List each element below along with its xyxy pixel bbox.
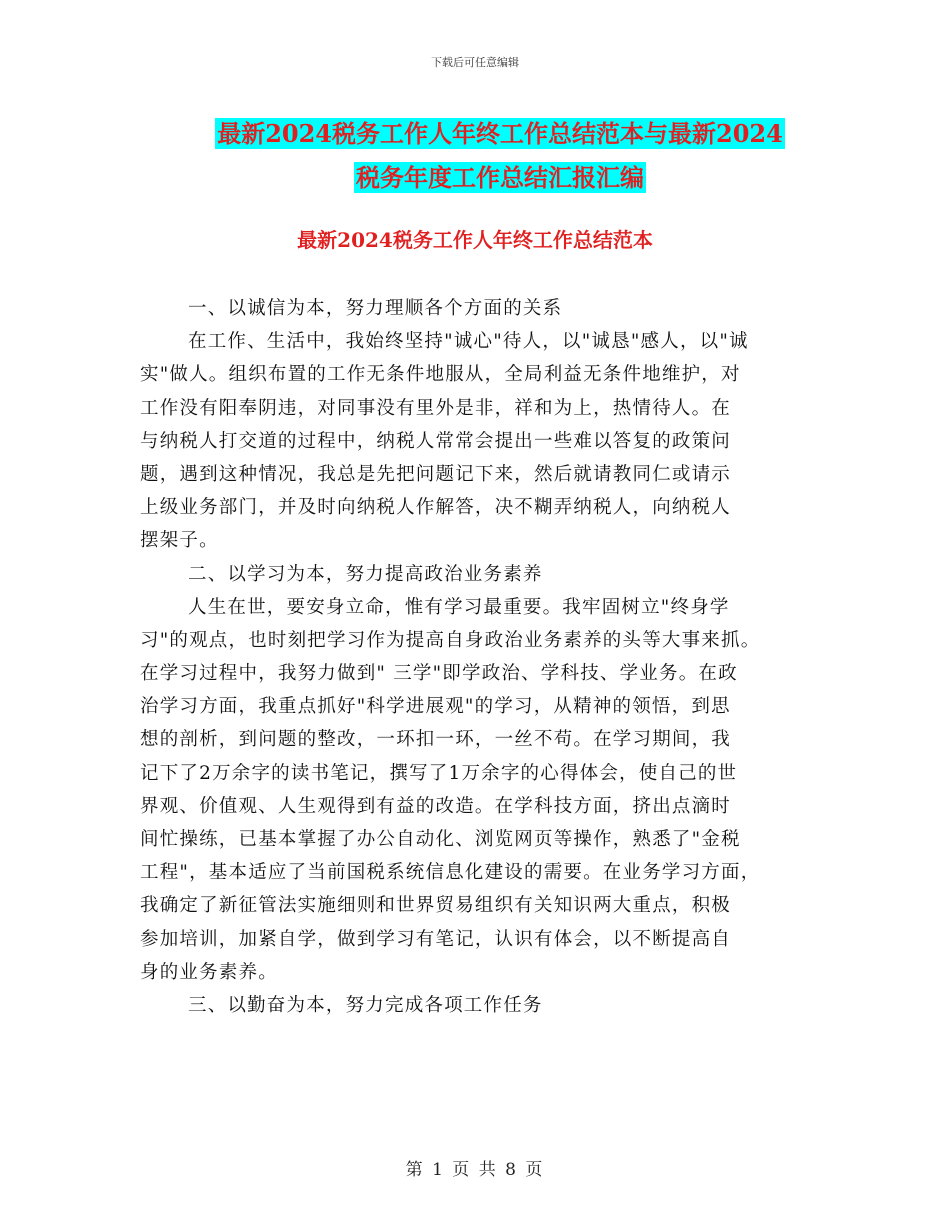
body-line: 想的剖析，到问题的整改，一环扣一环，一丝不苟。在学习期间，我 [140, 729, 732, 751]
body-line: 二、以学习为本，努力提高政治业务素养 [188, 563, 543, 585]
body-line: 摆架子。 [140, 530, 219, 552]
body-line: 实"做人。组织布置的工作无条件地服从，全局利益无条件地维护，对 [140, 364, 741, 386]
document-title [120, 112, 880, 200]
body-line: 习"的观点，也时刻把学习作为提高自身政治业务素养的头等大事来抓。 [140, 629, 761, 651]
body-line: 人生在世，要安身立命，惟有学习最重要。我牢固树立"终身学 [188, 596, 730, 618]
page-number: 第 1 页 共 8 页 [405, 1160, 545, 1180]
body-line: 与纳税人打交道的过程中，纳税人常常会提出一些难以答复的政策问 [140, 430, 732, 452]
page-header-note: 下载后可任意编辑 [431, 56, 519, 69]
section-title: 最新2024税务工作人年终工作总结范本 [297, 228, 653, 252]
body-line: 三、以勤奋为本，努力完成各项工作任务 [188, 994, 543, 1016]
body-line: 我确定了新征管法实施细则和世界贸易组织有关知识两大重点，积极 [140, 895, 732, 917]
body-line: 题，遇到这种情况，我总是先把问题记下来，然后就请教同仁或请示 [140, 463, 732, 485]
document-title-line-1: 最新2024税务工作人年终工作总结范本与最新2024 [217, 119, 783, 148]
body-line: 在学习过程中，我努力做到" 三学"即学政治、学科技、学业务。在政 [140, 663, 738, 685]
body-text [140, 292, 820, 1022]
body-line: 界观、价值观、人生观得到有益的改造。在学科技方面，挤出点滴时 [140, 795, 732, 817]
body-line: 治学习方面，我重点抓好"科学进展观"的学习，从精神的领悟，到思 [140, 696, 731, 718]
body-line: 身的业务素养。 [140, 961, 278, 983]
body-line: 间忙操练，已基本掌握了办公自动化、浏览网页等操作，熟悉了"金税 [140, 829, 741, 850]
body-line: 上级业务部门，并及时向纳税人作解答，决不糊弄纳税人，向纳税人 [140, 497, 732, 519]
body-line: 在工作、生活中，我始终坚持"诚心"待人，以"诚恳"感人，以"诚 [188, 331, 749, 353]
document-title-line-2: 税务年度工作总结汇报汇编 [356, 163, 644, 192]
body-line: 一、以诚信为本，努力理顺各个方面的关系 [188, 298, 563, 319]
body-line: 参加培训，加紧自学，做到学习有笔记，认识有体会，以不断提高自 [140, 928, 732, 950]
body-line: 工作没有阳奉阴违，对同事没有里外是非，祥和为上，热情待人。在 [140, 397, 732, 419]
body-line: 工程"，基本适应了当前国税系统信息化建设的需要。在业务学习方面， [140, 862, 761, 884]
body-line: 记下了2万余字的读书笔记，撰写了1万余字的心得体会，使自己的世 [140, 762, 738, 784]
